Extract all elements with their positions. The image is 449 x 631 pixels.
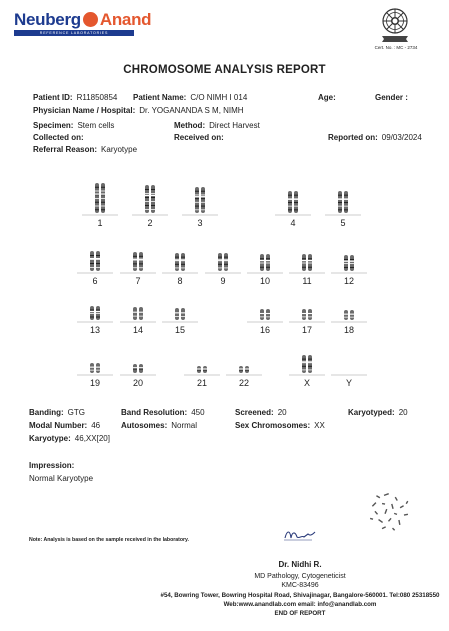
chromosome-band bbox=[302, 263, 306, 264]
chromosome-band bbox=[350, 317, 354, 318]
centromere bbox=[308, 313, 313, 314]
chromosome-band bbox=[260, 316, 264, 317]
chromosome-band bbox=[302, 366, 306, 367]
centromere bbox=[294, 199, 299, 200]
chromosome bbox=[302, 309, 306, 320]
chromosome-band bbox=[175, 267, 179, 268]
chromosome-label: 7 bbox=[135, 276, 141, 286]
chromosome-band bbox=[96, 255, 100, 256]
chromosome-band bbox=[95, 187, 99, 188]
signature-image bbox=[282, 526, 322, 544]
accreditation-emblem-icon bbox=[382, 8, 408, 34]
chromosome-band bbox=[181, 316, 185, 317]
chromosome-band bbox=[101, 206, 105, 207]
impression-text: Normal Karyotype bbox=[29, 474, 94, 483]
modal-number-row bbox=[29, 421, 100, 430]
chromosome-label: 10 bbox=[259, 276, 271, 286]
chromosome-band bbox=[308, 267, 312, 268]
chromosome-band bbox=[338, 206, 342, 207]
specimen-row bbox=[33, 121, 114, 130]
referral-label: Referral Reason: bbox=[33, 145, 98, 154]
chromosome-band bbox=[294, 209, 298, 210]
method-value: Direct Harvest bbox=[209, 121, 260, 130]
chromosome-band bbox=[96, 317, 100, 318]
chromosome-band bbox=[302, 316, 306, 317]
centromere bbox=[145, 195, 150, 196]
chromosome bbox=[133, 307, 137, 320]
centromere bbox=[195, 196, 200, 197]
chromosome-band bbox=[288, 209, 292, 210]
chromosome-pair-13 bbox=[77, 306, 113, 335]
chromosome-label: Y bbox=[345, 378, 353, 388]
chromosome-band bbox=[175, 264, 179, 265]
karyotyped-row bbox=[348, 408, 408, 417]
chromosome-band bbox=[145, 189, 149, 190]
chromosome bbox=[266, 309, 270, 320]
brand-name-left: Neuberg bbox=[14, 10, 81, 29]
chromosome-band bbox=[139, 369, 143, 370]
band-resolution-value: 450 bbox=[191, 408, 205, 417]
centromere bbox=[133, 259, 138, 260]
chromosome-band bbox=[344, 206, 348, 207]
chromosome-label: 11 bbox=[302, 276, 312, 286]
age-label: Age: bbox=[318, 93, 336, 102]
centromere bbox=[344, 314, 349, 315]
chromosome-band bbox=[302, 258, 306, 259]
chromosome-label: 20 bbox=[132, 378, 144, 388]
chromosome-pair-2 bbox=[132, 185, 168, 228]
chromosome-band bbox=[181, 264, 185, 265]
chromosome-band bbox=[260, 263, 264, 264]
band-resolution-row bbox=[121, 408, 205, 417]
sex-chromosomes-row bbox=[235, 421, 325, 430]
chromosome-band bbox=[175, 257, 179, 258]
chromosome-band bbox=[338, 209, 342, 210]
chromosome-band bbox=[308, 258, 312, 259]
chromosome-label: 15 bbox=[174, 325, 186, 335]
centromere bbox=[139, 312, 144, 313]
chromosome-label: 2 bbox=[147, 218, 153, 228]
chromosome-band bbox=[133, 316, 137, 317]
chromosome bbox=[139, 307, 143, 320]
chromosome-band bbox=[266, 263, 270, 264]
referral-row bbox=[33, 145, 137, 154]
chromosome-band bbox=[139, 316, 143, 317]
analysis-note: Note: Analysis is based on the sample received in the laboratory. bbox=[29, 537, 189, 543]
chromosome-pair-10 bbox=[247, 254, 283, 286]
chromosome-band bbox=[302, 369, 306, 370]
chromosome-band bbox=[95, 202, 99, 203]
chromosome-pair-19 bbox=[77, 363, 113, 388]
chromosome-band bbox=[224, 267, 228, 268]
chromosome-label: 5 bbox=[340, 218, 346, 228]
karyotype-label: Karyotype: bbox=[29, 434, 71, 443]
chromosome-band bbox=[145, 205, 149, 206]
footer-address: #54, Bowring Tower, Bowring Hospital Road, Shivajinagar, Bangalore-560001. Tel:080 25318550 bbox=[160, 592, 440, 599]
chromosome-label: 17 bbox=[301, 325, 313, 335]
chromosome-pair-Y bbox=[331, 375, 367, 388]
chromosome-label: 16 bbox=[259, 325, 271, 335]
chromosome-band bbox=[344, 263, 348, 264]
chromosome-band bbox=[175, 316, 179, 317]
modal-number-label: Modal Number: bbox=[29, 421, 88, 430]
chromosome-band bbox=[151, 197, 155, 198]
chromosome-band bbox=[133, 263, 137, 264]
chromosome-band bbox=[95, 198, 99, 199]
chromosome-band bbox=[224, 257, 228, 258]
chromosome-band bbox=[302, 359, 306, 360]
chromosome-band bbox=[350, 267, 354, 268]
brand-subtitle: REFERENCE LABORATORIES bbox=[14, 30, 134, 36]
centromere bbox=[133, 312, 138, 313]
karyotype-value: 46,XX[20] bbox=[74, 434, 110, 443]
chromosome-label: 4 bbox=[290, 218, 296, 228]
chromosome-band bbox=[96, 370, 100, 371]
chromosome-label: 6 bbox=[92, 276, 98, 286]
chromosome-band bbox=[195, 206, 199, 207]
karyogram bbox=[0, 175, 449, 395]
chromosome-band bbox=[139, 256, 143, 257]
chromosome-pair-17 bbox=[289, 309, 325, 335]
centromere bbox=[344, 199, 349, 200]
chromosome-band bbox=[96, 267, 100, 268]
centromere bbox=[266, 260, 271, 261]
chromosome-pair-12 bbox=[331, 255, 367, 286]
centromere bbox=[302, 313, 307, 314]
autosomes-label: Autosomes: bbox=[121, 421, 168, 430]
chromosome-band bbox=[344, 267, 348, 268]
chromosome bbox=[308, 309, 312, 320]
chromosome-band bbox=[139, 267, 143, 268]
chromosome-band bbox=[218, 267, 222, 268]
autosomes-value: Normal bbox=[171, 421, 198, 430]
signatory-qualification: MD Pathology, Cytogeneticist bbox=[254, 573, 346, 580]
chromosome-band bbox=[151, 209, 155, 210]
chromosome-band bbox=[101, 187, 105, 188]
brand-name-right: Anand bbox=[99, 10, 152, 29]
physician-row bbox=[33, 106, 244, 115]
chromosome-band bbox=[90, 313, 94, 314]
collected-label: Collected on: bbox=[33, 133, 84, 142]
centromere bbox=[175, 259, 180, 260]
specimen-label: Specimen: bbox=[33, 121, 74, 130]
chromosome-band bbox=[294, 206, 298, 207]
patient-id-value: R11850854 bbox=[76, 93, 118, 102]
chromosome-band bbox=[181, 257, 185, 258]
chromosome-band bbox=[288, 202, 292, 203]
chromosome-band bbox=[201, 206, 205, 207]
chromosome-band bbox=[224, 264, 228, 265]
screened-label: Screened: bbox=[235, 408, 274, 417]
chromosome-band bbox=[308, 366, 312, 367]
chromosome-band bbox=[145, 193, 149, 194]
emblem-ribbon-icon bbox=[380, 34, 410, 43]
chromosome-band bbox=[90, 255, 94, 256]
chromosome bbox=[175, 308, 179, 320]
chromosome-band bbox=[95, 191, 99, 192]
chromosome-pair-3 bbox=[182, 187, 218, 228]
chromosome-pair-9 bbox=[205, 253, 241, 286]
screened-value: 20 bbox=[277, 408, 287, 417]
modal-number-value: 46 bbox=[91, 421, 101, 430]
chromosome-band bbox=[151, 201, 155, 202]
chromosome-band bbox=[350, 259, 354, 260]
chromosome-band bbox=[133, 256, 137, 257]
footer-end-of-report: END OF REPORT bbox=[274, 610, 326, 617]
chromosome-band bbox=[344, 195, 348, 196]
centromere bbox=[302, 260, 307, 261]
chromosome bbox=[181, 308, 185, 320]
centromere bbox=[260, 260, 265, 261]
reported-value: 09/03/2024 bbox=[381, 133, 422, 142]
centromere bbox=[245, 368, 250, 369]
chromosome-band bbox=[181, 267, 185, 268]
chromosome-band bbox=[101, 202, 105, 203]
centromere bbox=[90, 367, 95, 368]
chromosome-band bbox=[350, 263, 354, 264]
chromosome-pair-21 bbox=[184, 366, 220, 388]
chromosome-band bbox=[201, 194, 205, 195]
centromere bbox=[338, 199, 343, 200]
chromosome-band bbox=[260, 258, 264, 259]
centromere bbox=[175, 312, 180, 313]
chromosome-band bbox=[302, 267, 306, 268]
reported-row bbox=[328, 133, 422, 142]
chromosome bbox=[260, 309, 264, 320]
chromosome-pair-6 bbox=[77, 251, 113, 286]
centromere bbox=[218, 259, 223, 260]
centromere bbox=[201, 196, 206, 197]
chromosome-pair-14 bbox=[120, 307, 156, 335]
patient-id-row bbox=[33, 93, 117, 102]
chromosome-band bbox=[344, 202, 348, 203]
centromere bbox=[197, 368, 202, 369]
chromosome-band bbox=[90, 370, 94, 371]
report-title: CHROMOSOME ANALYSIS REPORT bbox=[123, 64, 326, 76]
chromosome-pair-5 bbox=[325, 191, 361, 228]
centromere bbox=[96, 311, 101, 312]
chromosome-pair-X bbox=[289, 355, 325, 388]
chromosome-band bbox=[145, 201, 149, 202]
method-row bbox=[174, 121, 260, 130]
chromosome-band bbox=[90, 267, 94, 268]
autosomes-row bbox=[121, 421, 197, 430]
referral-value: Karyotype bbox=[101, 145, 138, 154]
chromosome-band bbox=[308, 359, 312, 360]
centromere bbox=[181, 312, 186, 313]
chromosome-band bbox=[96, 310, 100, 311]
chromosome-label: 18 bbox=[343, 325, 355, 335]
centromere bbox=[90, 258, 95, 259]
chromosome-band bbox=[195, 209, 199, 210]
chromosome-pair-22 bbox=[226, 366, 262, 388]
chromosome-label: X bbox=[303, 378, 311, 388]
chromosome-pair-15 bbox=[162, 308, 198, 335]
chromosome-band bbox=[344, 317, 348, 318]
chromosome-band bbox=[344, 209, 348, 210]
chromosome-band bbox=[90, 263, 94, 264]
chromosome-band bbox=[195, 198, 199, 199]
chromosome-label: 14 bbox=[132, 325, 144, 335]
chromosome-band bbox=[308, 316, 312, 317]
chromosome-label: 22 bbox=[238, 378, 250, 388]
chromosome-band bbox=[101, 191, 105, 192]
chromosome-pair-8 bbox=[162, 253, 198, 286]
chromosome-band bbox=[195, 202, 199, 203]
chromosome bbox=[344, 310, 348, 320]
chromosome-pair-7 bbox=[120, 252, 156, 286]
centromere bbox=[288, 199, 293, 200]
centromere bbox=[90, 311, 95, 312]
centromere bbox=[350, 314, 355, 315]
chromosome-pair-20 bbox=[120, 364, 156, 388]
centromere bbox=[203, 368, 208, 369]
chromosome-band bbox=[266, 258, 270, 259]
centromere bbox=[224, 259, 229, 260]
chromosome-band bbox=[266, 316, 270, 317]
karyotype-row bbox=[29, 434, 110, 443]
patient-name-value: C/O NIMH I 014 bbox=[190, 93, 248, 102]
chromosome-band bbox=[344, 259, 348, 260]
chromosome-band bbox=[201, 198, 205, 199]
banding-value: GTG bbox=[67, 408, 86, 417]
centromere bbox=[260, 313, 265, 314]
footer-web: Web:www.anandlab.com email: info@anandlab.com bbox=[223, 601, 377, 608]
gender-label: Gender : bbox=[375, 93, 408, 102]
screened-row bbox=[235, 408, 287, 417]
chromosome-band bbox=[218, 257, 222, 258]
band-resolution-label: Band Resolution: bbox=[121, 408, 188, 417]
sex-chromosomes-value: XX bbox=[314, 421, 325, 430]
banding-label: Banding: bbox=[29, 408, 64, 417]
centromere bbox=[139, 259, 144, 260]
chromosome-label: 8 bbox=[177, 276, 183, 286]
chromosome-band bbox=[338, 202, 342, 203]
chromosome-band bbox=[195, 191, 199, 192]
chromosome-pair-16 bbox=[247, 309, 283, 335]
centromere bbox=[239, 368, 244, 369]
sex-chromosomes-label: Sex Chromosomes: bbox=[235, 421, 311, 430]
signatory-name: Dr. Nidhi R. bbox=[278, 560, 322, 569]
chromosome-band bbox=[101, 198, 105, 199]
centromere bbox=[95, 194, 100, 195]
chromosome-band bbox=[308, 369, 312, 370]
chromosome bbox=[90, 363, 94, 373]
chromosome-band bbox=[294, 195, 298, 196]
method-label: Method: bbox=[174, 121, 206, 130]
centromere bbox=[101, 194, 106, 195]
chromosome-band bbox=[151, 193, 155, 194]
chromosome-band bbox=[201, 191, 205, 192]
chromosome-band bbox=[90, 310, 94, 311]
chromosome-band bbox=[294, 202, 298, 203]
chromosome-band bbox=[151, 189, 155, 190]
chromosome-band bbox=[288, 195, 292, 196]
chromosome-band bbox=[101, 209, 105, 210]
specimen-value: Stem cells bbox=[77, 121, 115, 130]
centromere bbox=[302, 361, 307, 362]
metaphase-spread-image bbox=[364, 490, 414, 535]
centromere bbox=[344, 261, 349, 262]
logo-dot-icon bbox=[83, 12, 98, 27]
patient-name-row bbox=[133, 93, 247, 102]
chromosome-band bbox=[95, 209, 99, 210]
chromosome-band bbox=[151, 205, 155, 206]
karyotyped-value: 20 bbox=[398, 408, 408, 417]
patient-name-label: Patient Name: bbox=[133, 93, 187, 102]
signatory-registration: KMC-83496 bbox=[281, 582, 319, 589]
karyotyped-label: Karyotyped: bbox=[348, 408, 395, 417]
chromosome-pair-4 bbox=[275, 191, 311, 228]
centromere bbox=[308, 361, 313, 362]
certificate-number: Cert. No. : MC - 2734 bbox=[374, 45, 418, 50]
chromosome-band bbox=[96, 313, 100, 314]
chromosome-band bbox=[96, 263, 100, 264]
chromosome-band bbox=[308, 263, 312, 264]
chromosome-band bbox=[260, 267, 264, 268]
patient-id-label: Patient ID: bbox=[33, 93, 73, 102]
centromere bbox=[96, 367, 101, 368]
chromosome-label: 13 bbox=[89, 325, 101, 335]
centromere bbox=[181, 259, 186, 260]
chromosome bbox=[96, 363, 100, 373]
chromosome-label: 1 bbox=[97, 218, 103, 228]
centromere bbox=[350, 261, 355, 262]
chromosome-band bbox=[145, 209, 149, 210]
chromosome-band bbox=[90, 317, 94, 318]
centromere bbox=[308, 260, 313, 261]
chromosome-band bbox=[338, 195, 342, 196]
chromosome-band bbox=[145, 197, 149, 198]
banding-row bbox=[29, 408, 85, 417]
centromere bbox=[133, 367, 138, 368]
centromere bbox=[151, 195, 156, 196]
lab-logo bbox=[14, 10, 151, 30]
chromosome-pair-11 bbox=[289, 254, 325, 286]
chromosome-band bbox=[266, 267, 270, 268]
chromosome-label: 3 bbox=[197, 218, 203, 228]
chromosome-band bbox=[218, 264, 222, 265]
chromosome-label: 19 bbox=[89, 378, 101, 388]
reported-label: Reported on: bbox=[328, 133, 378, 142]
physician-value: Dr. YOGANANDA S M, NIMH bbox=[139, 106, 244, 115]
chromosome-band bbox=[95, 206, 99, 207]
chromosome-band bbox=[195, 194, 199, 195]
physician-label: Physician Name / Hospital: bbox=[33, 106, 136, 115]
chromosome-label: 21 bbox=[196, 378, 208, 388]
centromere bbox=[266, 313, 271, 314]
received-label: Received on: bbox=[174, 133, 224, 142]
chromosome-band bbox=[201, 202, 205, 203]
chromosome-pair-18 bbox=[331, 310, 367, 335]
impression-label: Impression: bbox=[29, 461, 75, 470]
chromosome-label: 12 bbox=[343, 276, 355, 286]
centromere bbox=[139, 367, 144, 368]
chromosome-band bbox=[201, 209, 205, 210]
centromere bbox=[96, 258, 101, 259]
chromosome bbox=[350, 310, 354, 320]
chromosome-band bbox=[139, 263, 143, 264]
chromosome-band bbox=[288, 206, 292, 207]
chromosome-band bbox=[133, 267, 137, 268]
chromosome-band bbox=[133, 369, 137, 370]
chromosome-label: 9 bbox=[220, 276, 226, 286]
chromosome-pair-1 bbox=[82, 183, 118, 228]
